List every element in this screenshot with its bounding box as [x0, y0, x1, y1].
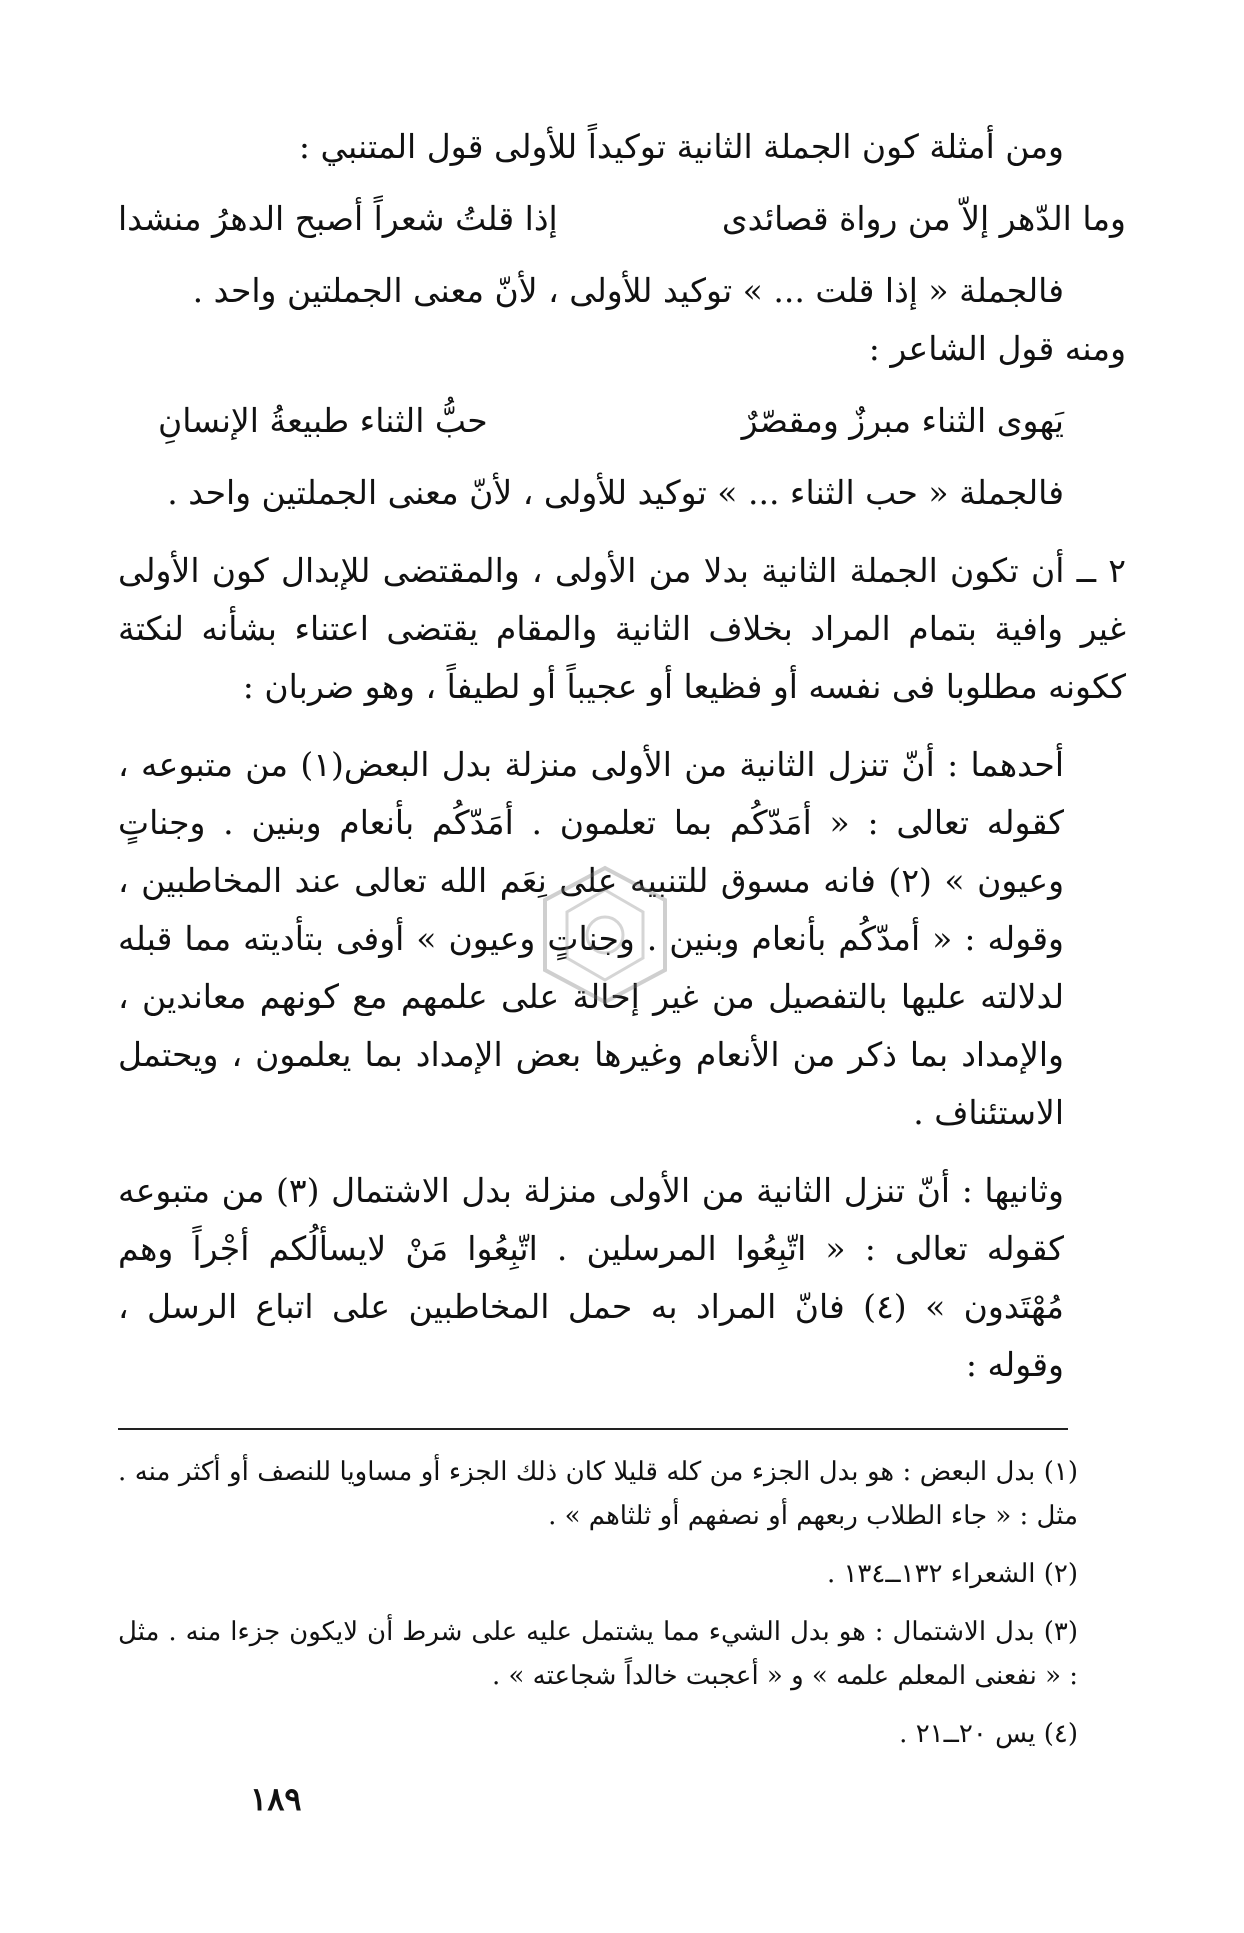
footnote-3: (٣) بدل الاشتمال : هو بدل الشيء مما يشتمل عليه على شرط أن لايكون جزءا منه . مثل : « نفعنى المعلم علمه » و « أعجبت خالداً شجاعته » .: [118, 1617, 1078, 1691]
verse-second-hemistich: إذا قلتُ شعراً أصبح الدهرُ منشدا: [118, 199, 558, 238]
library-watermark-icon: [525, 860, 685, 1010]
verse-first-hemistich: وما الدّهر إلاّ من رواة قصائدى: [721, 199, 1126, 238]
paragraph-poet-intro: ومنه قول الشاعر :: [868, 329, 1126, 368]
verse-poet: [118, 392, 1126, 450]
footnote-4: (٤) يس ٢٠ــ٢١ .: [899, 1719, 1078, 1749]
page-number: ١٨٩: [250, 1780, 302, 1818]
paragraph-explanation-1: فالجملة « إذا قلت ... » توكيد للأولى ، لأنّ معنى الجملتين واحد .: [192, 271, 1064, 310]
paragraph-intro-mutanabbi: ومن أمثلة كون الجملة الثانية توكيداً للأولى قول المتنبي :: [298, 127, 1064, 166]
verse-mutanabbi: [118, 190, 1126, 248]
footnote-divider: [118, 1428, 1068, 1430]
footnote-2: (٢) الشعراء ١٣٢ــ١٣٤ .: [826, 1559, 1078, 1589]
verse-second-hemistich: حبُّ الثناء طبيعةُ الإنسانِ: [158, 401, 488, 440]
verse-first-hemistich: يَهوى الثناء مبرزٌ ومقصّرٌ: [741, 401, 1064, 440]
paragraph-second-type: وثانيها : أنّ تنزل الثانية من الأولى منزلة بدل الاشتمال (٣) من متبوعه كقوله تعالى : « اتّبِعُوا المرسلين . اتّبِعُوا مَنْ لايسألُكم أجْراً وهم مُهْتَدون » (٤) فانّ المراد به حمل المخاطبين على اتباع الرسل ، وقوله :: [118, 1171, 1064, 1384]
paragraph-first-type: أحدهما : أنّ تنزل الثانية من الأولى منزلة بدل البعض(١) من متبوعه ، كقوله تعالى : « أمَدّكُم بما تعلمون . أمَدّكُم بأنعام وبنين . وجناتٍ وعيون » (٢) فانه مسوق للتنبيه على نِعَم الله تعالى عند المخاطبين ، وقوله : « أمدّكُم بأنعام وبنين . وجناتٍ وعيون » أوفى بتأديته مما قبله لدلالته عليها بالتفصيل من غير إحالة على علمهم مع كونهم معاندين ، والإمداد بما ذكر من الأنعام وغيرها بعض الإمداد بما يعلمون ، ويحتمل الاستئناف .: [118, 745, 1065, 1132]
paragraph-badal: ٢ ــ أن تكون الجملة الثانية بدلا من الأولى ، والمقتضى للإبدال كون الأولى غير وافية بتمام المراد بخلاف الثانية والمقام يقتضى اعتناء بشأنه لنكتة ككونه مطلوبا فى نفسه أو فظيعا أو عجيباً أو لطيفاً ، وهو ضربان :: [118, 551, 1126, 706]
paragraph-explanation-2: فالجملة « حب الثناء ... » توكيد للأولى ، لأنّ معنى الجملتين واحد .: [167, 473, 1064, 512]
footnote-1: (١) بدل البعض : هو بدل الجزء من كله قليلا كان ذلك الجزء أو مساويا للنصف أو أكثر منه . مثل : « جاء الطلاب ربعهم أو نصفهم أو ثلثاهم » .: [118, 1457, 1078, 1531]
